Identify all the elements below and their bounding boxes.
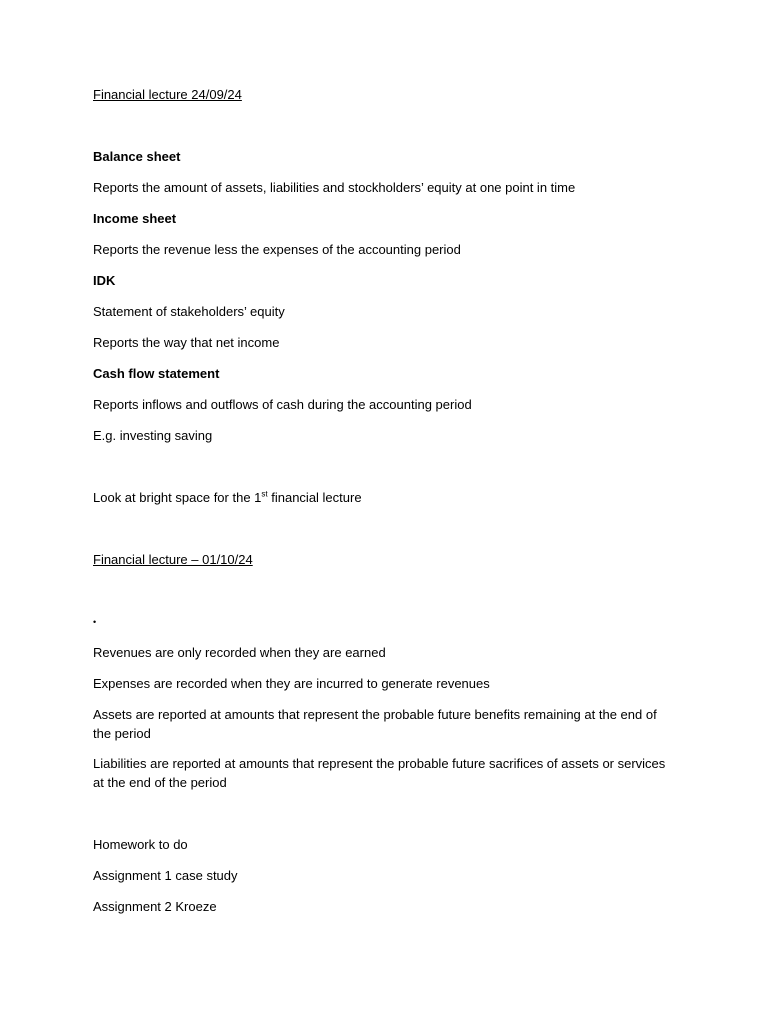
assignment-2: Assignment 2 Kroeze xyxy=(93,899,217,914)
idk-title: IDK xyxy=(93,273,116,288)
brightspace-superscript: st xyxy=(261,489,268,499)
balance-sheet-title: Balance sheet xyxy=(93,149,181,164)
brightspace-note xyxy=(93,489,678,508)
balance-sheet-text: Reports the amount of assets, liabilities and stockholders’ equity at one point in time xyxy=(93,180,576,195)
assets-text: Assets are reported at amounts that represent the probable future benefits remaining at the end of the period xyxy=(93,707,657,741)
lecture-heading-2: Financial lecture – 01/10/24 xyxy=(93,552,253,567)
assignment-1: Assignment 1 case study xyxy=(93,868,238,883)
income-sheet-text: Reports the revenue less the expenses of the accounting period xyxy=(93,242,461,257)
cash-flow-title: Cash flow statement xyxy=(93,366,220,381)
revenues-text: Revenues are only recorded when they are earned xyxy=(93,645,386,660)
cash-flow-text: Reports inflows and outflows of cash during the accounting period xyxy=(93,397,472,412)
bullet-mark: • xyxy=(93,617,97,627)
net-income-text: Reports the way that net income xyxy=(93,335,280,350)
liabilities-text: Liabilities are reported at amounts that represent the probable future sacrifices of assets or services at the end of the period xyxy=(93,756,666,790)
brightspace-text-after: financial lecture xyxy=(267,490,362,505)
example-text: E.g. investing saving xyxy=(93,428,213,443)
brightspace-text-before: Look at bright space for the 1 xyxy=(93,490,262,505)
income-sheet-title: Income sheet xyxy=(93,211,177,226)
homework-title: Homework to do xyxy=(93,837,188,852)
expenses-text: Expenses are recorded when they are incurred to generate revenues xyxy=(93,676,490,691)
lecture-heading-1: Financial lecture 24/09/24 xyxy=(93,87,242,102)
stakeholders-equity-text: Statement of stakeholders’ equity xyxy=(93,304,285,319)
